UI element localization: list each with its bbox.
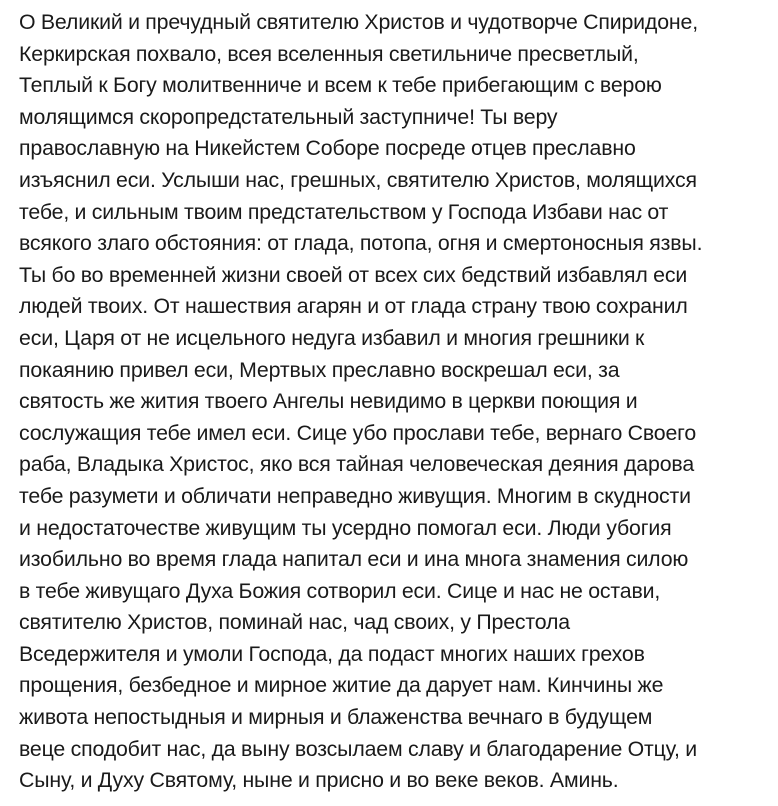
text-line: раба, Владыка Христос, яко вся тайная человеческая деяния дарова [19,452,695,477]
text-line: и недостаточестве живущим ты усердно помогал еси. Люди убогия [19,515,672,540]
text-line: тебе, и сильным твоим предстательством у Господа Избави нас от [19,199,669,224]
text-line: изобильно во время глада напитал еси и ина многа знамения силою [19,547,689,572]
prayer-text [19,7,771,797]
text-line: тебе разумети и обличати неправедно живущия. Многим в скудности [19,483,691,508]
text-line: покаянию привел еси, Мертвых преславно воскрешал еси, за [19,357,620,382]
text-line: Керкирская похвало, всея вселенныя светильниче пресветлый, [19,41,639,66]
text-line: святителю Христов, поминай нас, чад своих, у Престола [19,610,570,635]
text-line: О Великий и пречудный святителю Христов и чудотворче Спиридоне, [19,10,698,34]
text-line: изъяснил еси. Услыши нас, грешных, святителю Христов, молящихся [19,167,697,192]
text-line: сослужащия тебе имел еси. Сице убо прослави тебе, вернаго Своего [19,420,697,445]
text-line: в тебе живущаго Духа Божия сотворил еси. Сице и нас не остави, [19,578,661,603]
text-line: всякого злаго обстояния: от глада, потопа, огня и смертоносныя язвы. [19,231,703,256]
text-line: святость же жития твоего Ангелы невидимо в церкви поющия и [19,389,638,414]
text-line: еси, Царя от не исцельного недуга избавил и многия грешники к [19,325,645,350]
text-line: Вседержителя и умоли Господа, да подаст многих наших грехов [19,641,645,666]
text-line: живота непостыдныя и мирныя и блаженства вечнаго в будущем [19,705,653,730]
text-line: Сыну, и Духу Святому, ныне и присно и во веке веков. Аминь. [19,768,619,793]
text-line: веце сподобит нас, да выну возсылаем славу и благодарение Отцу, и [19,736,698,761]
text-line: православную на Никейстем Соборе посреде отцев преславно [19,136,636,161]
text-line: прощения, безбедное и мирное житие да дарует нам. Кинчины же [19,673,664,698]
text-line: Теплый к Богу молитвенниче и всем к тебе прибегающим с верою [19,73,662,98]
text-line: людей твоих. От нашествия агарян и от глада страну твою сохранил [19,294,688,319]
text-line: молящимся скоропредстательный заступниче! Ты веру [19,104,558,129]
text-line: Ты бо во временней жизни своей от всех сих бедствий избавлял еси [19,262,688,287]
